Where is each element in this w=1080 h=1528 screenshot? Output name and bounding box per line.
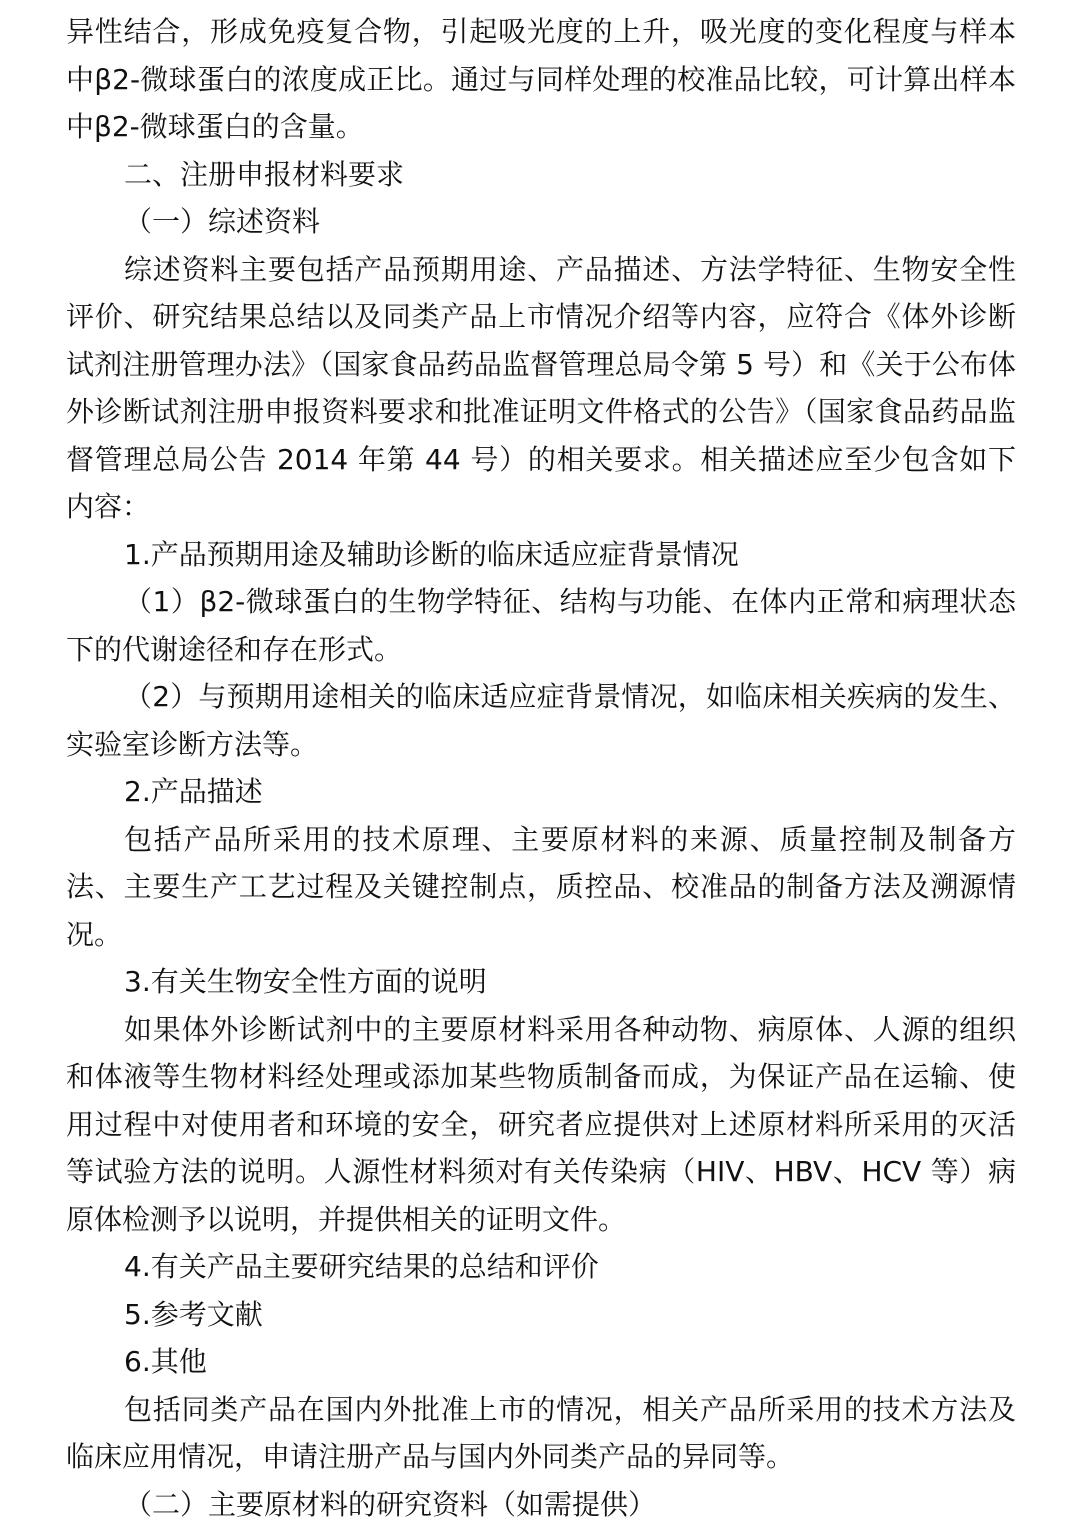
paragraph-biosafety: 如果体外诊断试剂中的主要原材料采用各种动物、病原体、人源的组织和体液等生物材料经处理或添加某些物质制备而成，为保证产品在运输、使用过程中对使用者和环境的安全，研究者应提供对上述原材料所采用的灭活等试验方法的说明。人源性材料须对有关传染病（HIV、HBV、HCV 等）病原体检测予以说明，并提供相关的证明文件。 — [66, 1006, 1016, 1244]
document-body — [66, 8, 1016, 1528]
subsection-heading-overview: （一）综述资料 — [66, 198, 1016, 246]
item-heading-intended-use: 1.产品预期用途及辅助诊断的临床适应症背景情况 — [66, 531, 1016, 579]
paragraph-continuation: 异性结合，形成免疫复合物，引起吸光度的上升，吸光度的变化程度与样本中β2-微球蛋白的浓度成正比。通过与同样处理的校准品比较，可计算出样本中β2-微球蛋白的含量。 — [66, 8, 1016, 151]
item-heading-product-description: 2.产品描述 — [66, 768, 1016, 816]
item-heading-biosafety: 3.有关生物安全性方面的说明 — [66, 958, 1016, 1006]
paragraph-other: 包括同类产品在国内外批准上市的情况，相关产品所采用的技术方法及临床应用情况，申请注册产品与国内外同类产品的异同等。 — [66, 1386, 1016, 1481]
list-item-2: （2）与预期用途相关的临床适应症背景情况，如临床相关疾病的发生、实验室诊断方法等。 — [66, 673, 1016, 768]
paragraph-product-description: 包括产品所采用的技术原理、主要原材料的来源、质量控制及制备方法、主要生产工艺过程及关键控制点，质控品、校准品的制备方法及溯源情况。 — [66, 816, 1016, 959]
item-heading-references: 5.参考文献 — [66, 1291, 1016, 1339]
paragraph-overview-content: 综述资料主要包括产品预期用途、产品描述、方法学特征、生物安全性评价、研究结果总结以及同类产品上市情况介绍等内容，应符合《体外诊断试剂注册管理办法》（国家食品药品监督管理总局令第 5 号）和《关于公布体外诊断试剂注册申报资料要求和批准证明文件格式的公告》（国家食品药品监督管理总局公告 2014 年第 44 号）的相关要求。相关描述应至少包含如下内容： — [66, 246, 1016, 531]
item-heading-other: 6.其他 — [66, 1338, 1016, 1386]
section-heading-registration-requirements: 二、注册申报材料要求 — [66, 151, 1016, 199]
list-item-1: （1）β2-微球蛋白的生物学特征、结构与功能、在体内正常和病理状态下的代谢途径和存在形式。 — [66, 578, 1016, 673]
subsection-heading-raw-materials: （二）主要原材料的研究资料（如需提供） — [66, 1481, 1016, 1528]
item-heading-research-summary: 4.有关产品主要研究结果的总结和评价 — [66, 1243, 1016, 1291]
